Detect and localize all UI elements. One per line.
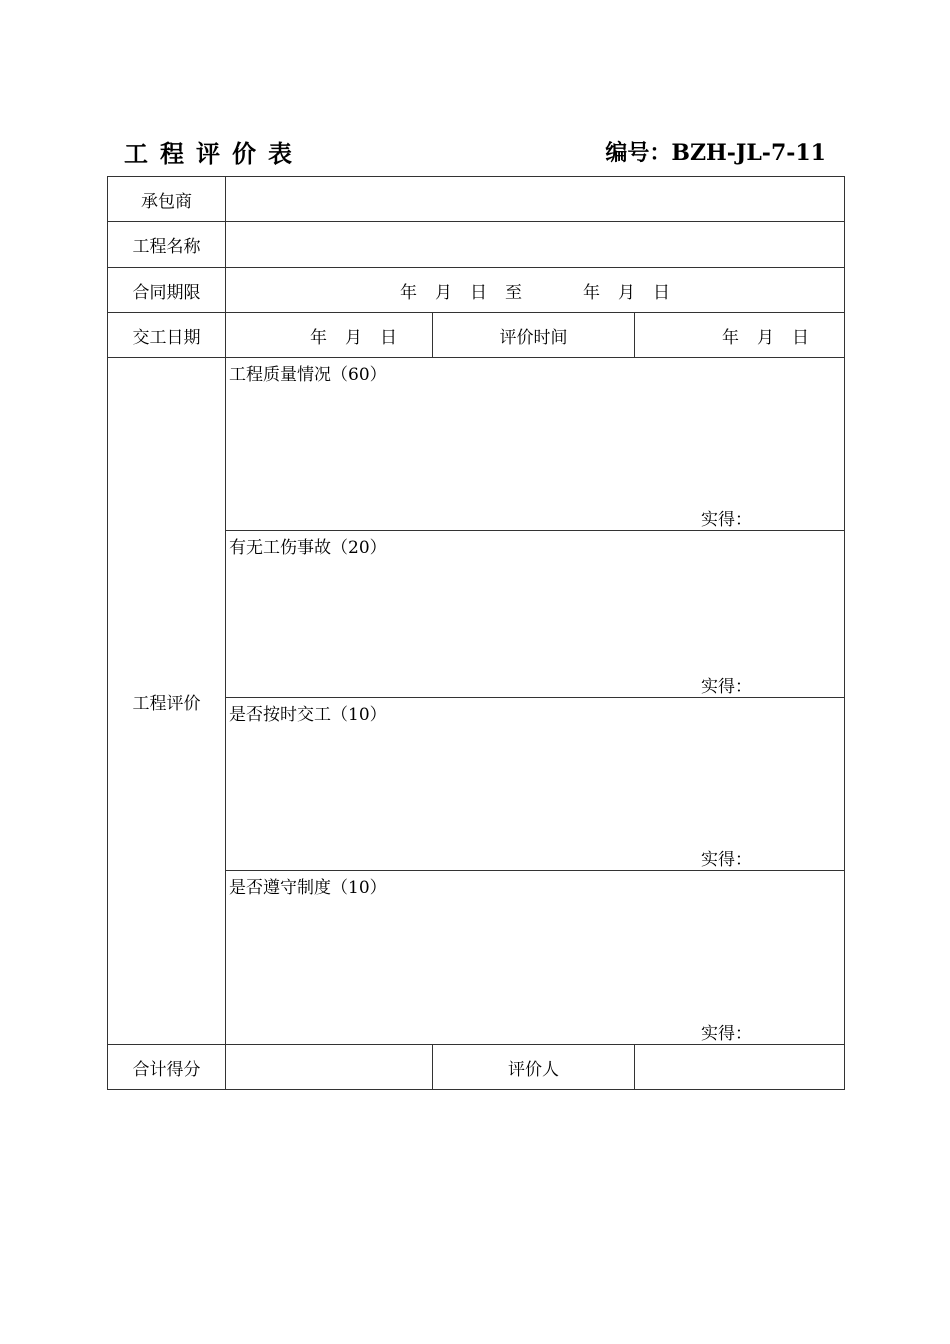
eval-section-title: 有无工伤事故（20） xyxy=(229,538,387,558)
evaluation-sections xyxy=(226,358,845,1045)
eval-month: 月 xyxy=(757,327,775,348)
form-code-label: 编号： xyxy=(605,140,672,166)
eval-section-score: 实得： xyxy=(701,677,752,697)
eval-section-accidents[interactable] xyxy=(226,531,844,698)
eval-section-quality[interactable] xyxy=(226,358,844,531)
completion-date-label: 交工日期 xyxy=(108,313,226,358)
eval-section-title: 工程质量情况（60） xyxy=(229,365,387,385)
project-name-label: 工程名称 xyxy=(108,222,226,268)
period-end-day: 日 xyxy=(653,282,670,303)
eval-section-title: 是否按时交工（10） xyxy=(229,705,387,725)
period-day: 日 xyxy=(470,282,487,303)
period-end-year: 年 xyxy=(583,282,600,303)
completion-year: 年 xyxy=(310,327,327,348)
row-contractor xyxy=(108,177,845,222)
total-score-label: 合计得分 xyxy=(108,1045,226,1090)
eval-year: 年 xyxy=(722,327,740,348)
eval-section-score: 实得： xyxy=(701,1024,752,1044)
period-to: 至 xyxy=(505,282,522,303)
period-end-month: 月 xyxy=(618,282,635,303)
completion-day: 日 xyxy=(380,327,397,348)
eval-section-title: 是否遵守制度（10） xyxy=(229,878,387,898)
row-contract-period xyxy=(108,268,845,313)
period-month: 月 xyxy=(435,282,452,303)
eval-section-score: 实得： xyxy=(701,510,752,530)
evaluation-form-table xyxy=(107,176,845,1090)
contract-period-field[interactable] xyxy=(226,268,845,313)
row-completion xyxy=(108,313,845,358)
evaluator-field[interactable] xyxy=(635,1045,845,1090)
eval-time-field[interactable] xyxy=(635,313,845,358)
eval-section-compliance[interactable] xyxy=(226,871,844,1044)
row-project-name xyxy=(108,222,845,268)
contract-period-label: 合同期限 xyxy=(108,268,226,313)
project-name-field[interactable] xyxy=(226,222,845,268)
completion-date-field[interactable] xyxy=(226,313,433,358)
row-total xyxy=(108,1045,845,1090)
completion-month: 月 xyxy=(345,327,362,348)
contractor-field[interactable] xyxy=(226,177,845,222)
eval-day: 日 xyxy=(792,327,810,348)
form-code xyxy=(605,136,826,167)
contractor-label: 承包商 xyxy=(108,177,226,222)
eval-section-score: 实得： xyxy=(701,850,752,870)
eval-section-on-time[interactable] xyxy=(226,698,844,871)
eval-time-label: 评价时间 xyxy=(433,313,635,358)
row-evaluation xyxy=(108,358,845,1045)
period-year: 年 xyxy=(400,282,417,303)
total-score-field[interactable] xyxy=(226,1045,433,1090)
form-code-value: BZH-JL-7-11 xyxy=(671,140,826,166)
evaluation-label: 工程评价 xyxy=(108,358,226,1045)
form-title: 工程评价表 xyxy=(124,139,304,168)
evaluator-label: 评价人 xyxy=(433,1045,635,1090)
